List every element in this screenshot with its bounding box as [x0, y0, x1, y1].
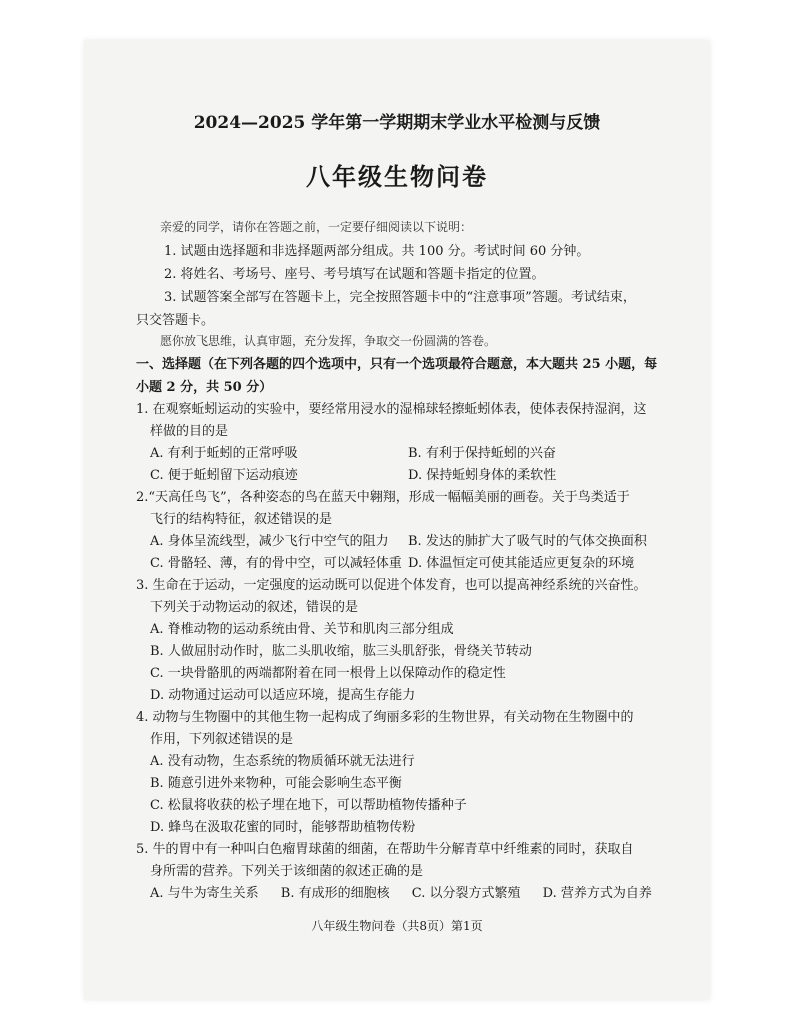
- page-footer: 八年级生物问卷（共8页）第1页: [311, 919, 483, 933]
- question-2-option-d: D. 体温恒定可使其能适应更复杂的环境: [408, 556, 635, 571]
- question-3-option-c: C. 一块骨骼肌的两端都附着在同一根骨上以保障动作的稳定性: [150, 666, 506, 681]
- exam-subtitle: 八年级生物问卷: [306, 162, 488, 191]
- instruction-2: 2. 将姓名、考场号、座号、考号填写在试题和答题卡指定的位置。: [164, 267, 545, 282]
- question-1-stem-cont: 样做的目的是: [150, 424, 229, 439]
- question-2-option-c: C. 骨骼轻、薄，有的骨中空，可以减轻体重: [150, 556, 402, 571]
- question-1-option-d: D. 保持蚯蚓身体的柔软性: [408, 468, 557, 483]
- question-1: [136, 399, 681, 487]
- instruction-1: 1. 试题由选择题和非选择题两部分组成。共 100 分。考试时间 60 分钟。: [164, 244, 590, 259]
- question-5: [136, 839, 681, 905]
- question-3: [136, 575, 681, 707]
- instructions-list: [136, 240, 676, 332]
- question-3-option-a: A. 脊椎动物的运动系统由骨、关节和肌肉三部分组成: [150, 622, 454, 637]
- question-4-option-c: C. 松鼠将收获的松子埋在地下，可以帮助植物传播种子: [150, 798, 467, 813]
- instruction-3: 3. 试题答案全部写在答题卡上，完全按照答题卡中的“注意事项”答题。考试结束，: [164, 290, 636, 305]
- question-5-option-b: B. 有成形的细胞核: [280, 886, 390, 901]
- question-4-option-b: B. 随意引进外来物种，可能会影响生态平衡: [150, 776, 402, 791]
- question-1-options-row-2: [136, 465, 681, 487]
- question-1-option-a: A. 有利于蚯蚓的正常呼吸: [150, 446, 298, 461]
- section-heading: [136, 353, 676, 399]
- question-4-option-d: D. 蜂鸟在汲取花蜜的同时，能够帮助植物传粉: [150, 820, 416, 835]
- question-5-options: [136, 883, 681, 905]
- instructions-intro: 亲爱的同学，请你在答题之前，一定要仔细阅读以下说明：: [160, 220, 473, 234]
- question-2-option-a: A. 身体呈流线型，减少飞行中空气的阻力: [150, 534, 389, 549]
- question-1-option-b: B. 有利于保持蚯蚓的兴奋: [408, 446, 556, 461]
- question-5-option-d: D. 营养方式为自养: [542, 886, 652, 901]
- instruction-3-cont: 只交答题卡。: [136, 313, 215, 328]
- question-5-option-c: C. 以分裂方式繁殖: [411, 886, 521, 901]
- section-heading-line-1: 一、选择题（在下列各题的四个选项中，只有一个选项最符合题意，本大题共 25 小题，每: [136, 357, 658, 372]
- question-1-options-row-1: [136, 443, 681, 465]
- question-4-stem-cont: 作用，下列叙述错误的是: [150, 732, 294, 747]
- question-3-option-b: B. 人做屈肘动作时，肱二头肌收缩，肱三头肌舒张，骨绕关节转动: [150, 644, 532, 659]
- question-2-options-row-1: [136, 531, 681, 553]
- question-2: [136, 487, 681, 575]
- question-5-option-a: A. 与牛为寄生关系: [150, 886, 259, 901]
- question-3-option-d: D. 动物通过运动可以适应环境，提高生存能力: [150, 688, 416, 703]
- section-heading-line-2: 小题 2 分，共 50 分）: [136, 380, 273, 395]
- question-4: [136, 707, 681, 839]
- question-3-stem: 3. 生命在于运动，一定强度的运动既可以促进个体发育，也可以提高神经系统的兴奋性。: [136, 578, 647, 593]
- question-2-stem-cont: 飞行的结构特征，叙述错误的是: [150, 512, 333, 527]
- question-5-stem-cont: 身所需的营养。下列关于该细菌的叙述正确的是: [150, 864, 424, 879]
- question-4-option-a: A. 没有动物，生态系统的物质循环就无法进行: [150, 754, 415, 769]
- question-2-option-b: B. 发达的肺扩大了吸气时的气体交换面积: [408, 534, 647, 549]
- question-2-stem: 2.“天高任鸟飞”，各种姿态的鸟在蓝天中翱翔，形成一幅幅美丽的画卷。关于鸟类适于: [136, 490, 630, 505]
- question-1-stem: 1. 在观察蚯蚓运动的实验中，要经常用浸水的湿棉球轻擦蚯蚓体表，使体表保持湿润，这: [136, 402, 647, 417]
- question-5-stem: 5. 牛的胃中有一种叫白色瘤胃球菌的细菌，在帮助牛分解青草中纤维素的同时，获取自: [136, 842, 634, 857]
- question-4-stem: 4. 动物与生物圈中的其他生物一起构成了绚丽多彩的生物世界，有关动物在生物圈中的: [136, 710, 634, 725]
- question-1-option-c: C. 便于蚯蚓留下运动痕迹: [150, 468, 298, 483]
- question-3-stem-cont: 下列关于动物运动的叙述，错误的是: [150, 600, 359, 615]
- exam-title: 2024—2025 学年第一学期期末学业水平检测与反馈: [193, 113, 601, 133]
- good-wishes: 愿你放飞思维，认真审题，充分发挥，争取交一份圆满的答卷。: [160, 334, 497, 348]
- question-2-options-row-2: [136, 553, 681, 575]
